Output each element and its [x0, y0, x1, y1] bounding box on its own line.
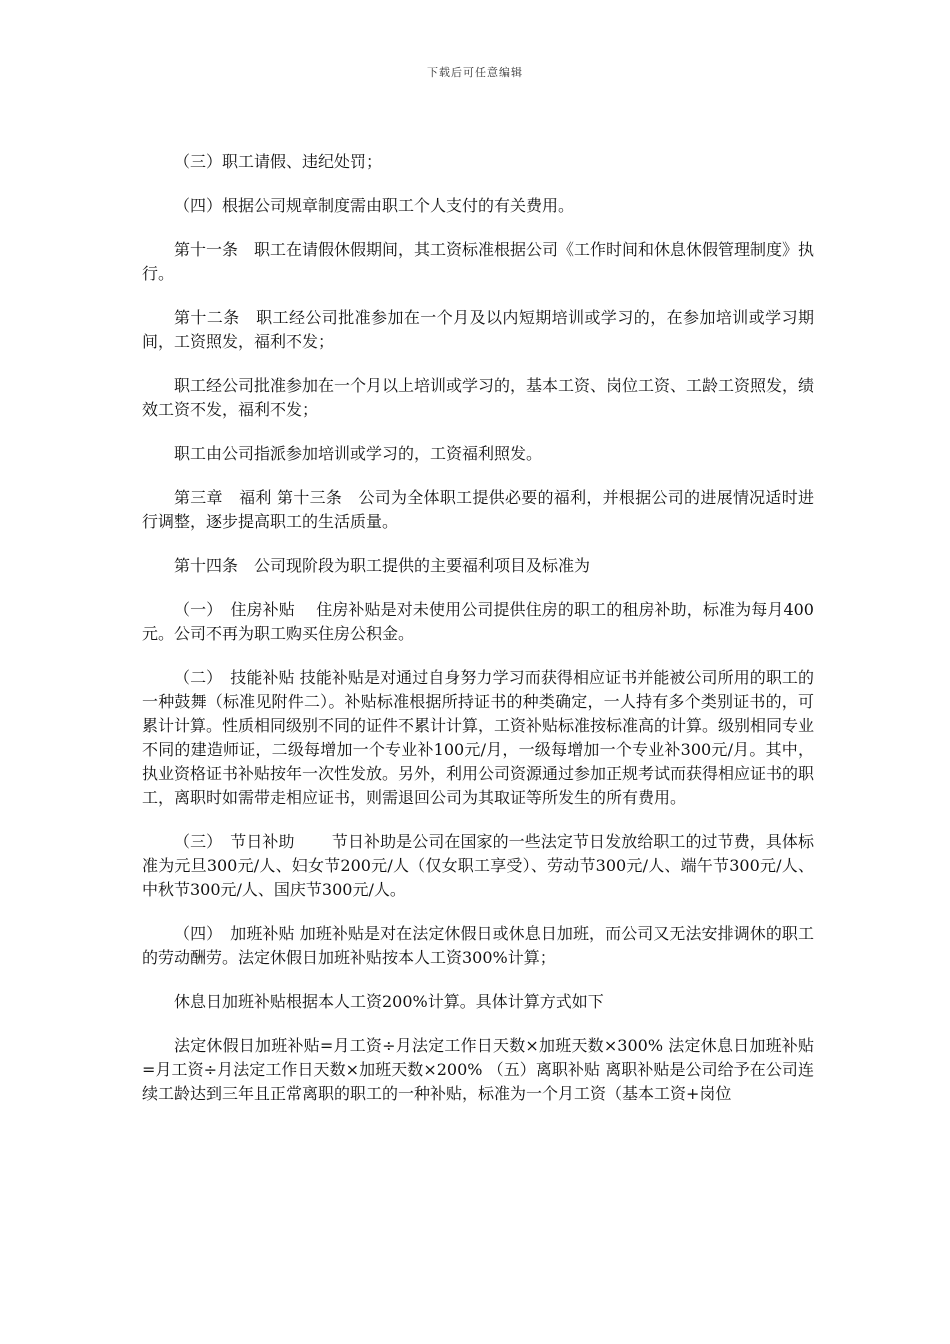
overtime-formula: 法定休假日加班补贴=月工资÷月法定工作日天数×加班天数×300% 法定休息日加班补贴=月工资÷月法定工作日天数×加班天数×200% （五）离职补贴 离职补贴是公司给予在公司连续工龄达到三年且正常离职的职工的一种补贴，标准为一个月工资（基本工资+岗位 — [142, 1036, 814, 1103]
paragraph-3-leave-discipline: （三）职工请假、违纪处罚； — [174, 152, 383, 171]
paragraph-4-personal-fees: （四）根据公司规章制度需由职工个人支付的有关费用。 — [174, 196, 575, 215]
article-12-long-training: 职工经公司批准参加在一个月以上培训或学习的，基本工资、岗位工资、工龄工资照发，绩效工资不发，福利不发； — [142, 376, 815, 419]
holiday-allowance: （三） 节日补助 节日补助是公司在国家的一些法定节日发放给职工的过节费，具体标准为元旦300元/人、妇女节200元/人（仅女职工享受）、劳动节300元/人、端午节300元/人、中秋节300元/人、国庆节300元/人。 — [142, 832, 814, 899]
overtime-allowance: （四） 加班补贴 加班补贴是对在法定休假日或休息日加班，而公司又无法安排调休的职工的劳动酬劳。法定休假日加班补贴按本人工资300%计算； — [142, 924, 814, 967]
page-header: 下载后可任意编辑 — [427, 66, 523, 79]
article-12-assigned-training: 职工由公司指派参加培训或学习的，工资福利照发。 — [174, 444, 543, 463]
article-14: 第十四条 公司现阶段为职工提供的主要福利项目及标准为 — [174, 556, 591, 575]
article-11: 第十一条 职工在请假休假期间，其工资标准根据公司《工作时间和休息休假管理制度》执行。 — [142, 240, 815, 283]
rest-day-overtime: 休息日加班补贴根据本人工资200%计算。具体计算方式如下 — [174, 992, 604, 1011]
article-12: 第十二条 职工经公司批准参加在一个月及以内短期培训或学习的，在参加培训或学习期间，工资照发，福利不发； — [142, 308, 814, 351]
chapter-3-article-13: 第三章 福利 第十三条 公司为全体职工提供必要的福利，并根据公司的进展情况适时进行调整，逐步提高职工的生活质量。 — [142, 488, 814, 531]
housing-allowance: （一） 住房补贴 住房补贴是对未使用公司提供住房的职工的租房补助，标准为每月400元。公司不再为职工购买住房公积金。 — [142, 600, 814, 643]
skill-allowance: （二） 技能补贴 技能补贴是对通过自身努力学习而获得相应证书并能被公司所用的职工的一种鼓舞（标准见附件二）。补贴标准根据所持证书的种类确定，一人持有多个类别证书的，可累计计算。性质相同级别不同的证件不累计计算，工资补贴标准按标准高的计算。级别相同专业不同的建造师证，二级每增加一个专业补100元/月，一级每增加一个专业补300元/月。其中，执业资格证书补贴按年一次性发放。另外，利用公司资源通过参加正规考试而获得相应证书的职工，离职时如需带走相应证书，则需退回公司为其取证等所发生的所有费用。 — [142, 668, 815, 807]
document-body — [142, 150, 814, 1126]
